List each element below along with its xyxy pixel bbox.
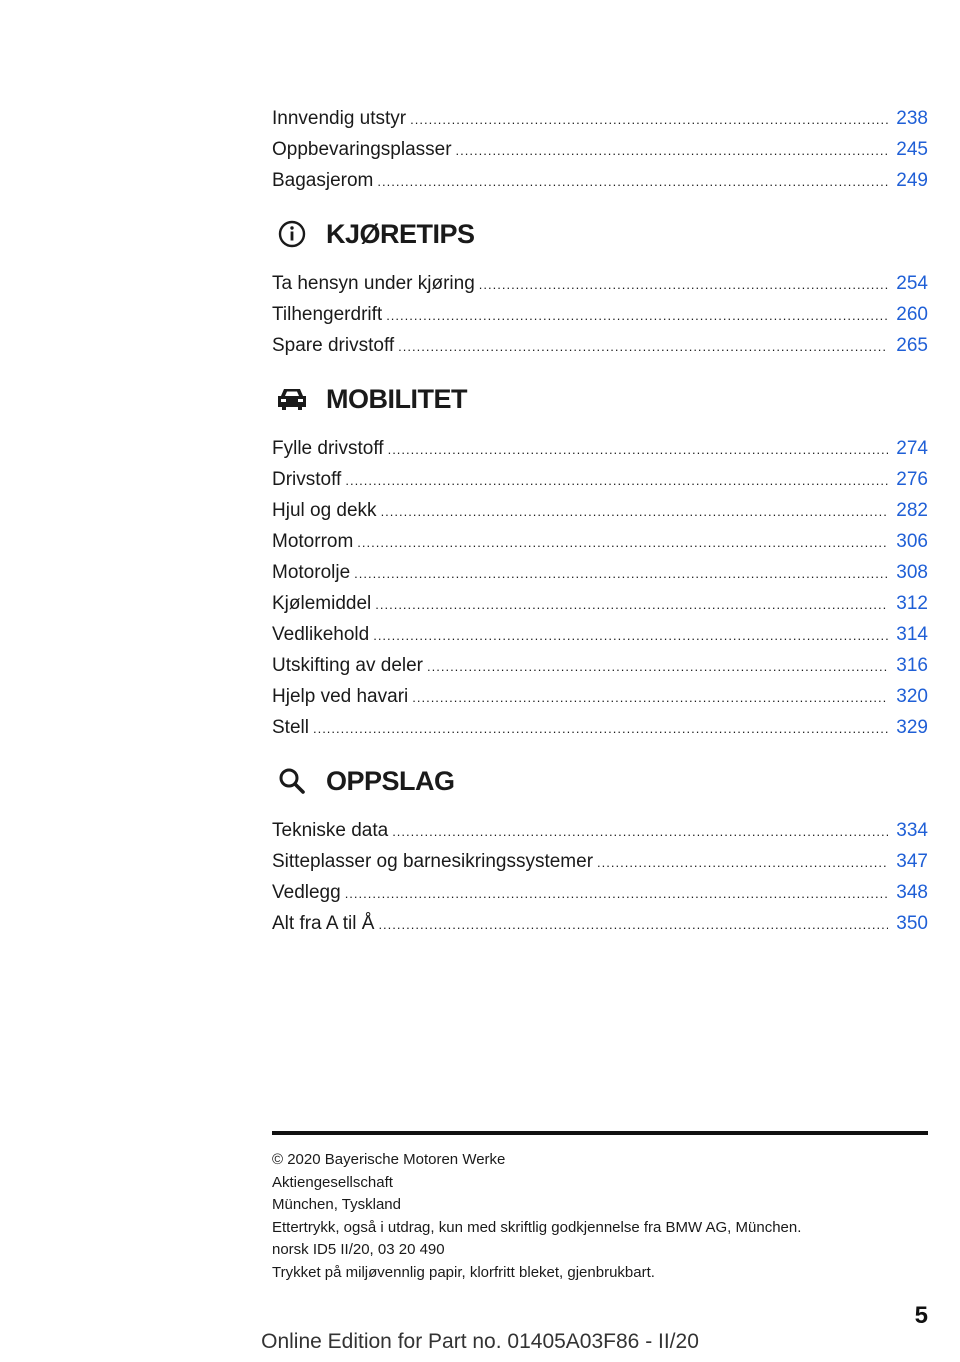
car-icon bbox=[272, 381, 312, 417]
toc-leader-dots bbox=[392, 816, 888, 847]
toc-page-link[interactable]: 347 bbox=[896, 851, 928, 872]
toc-entry[interactable] bbox=[272, 712, 928, 743]
toc-page-link[interactable]: 265 bbox=[896, 335, 928, 356]
toc-entry-label[interactable]: Utskifting av deler bbox=[272, 655, 424, 676]
toc-leader-dots bbox=[345, 465, 888, 496]
toc-entry-label[interactable]: Ta hensyn under kjøring bbox=[272, 273, 475, 294]
toc-page-link[interactable]: 238 bbox=[896, 108, 928, 129]
section-title: MOBILITET bbox=[326, 383, 467, 414]
toc-section bbox=[272, 761, 928, 939]
toc-entry-label[interactable]: Oppbevaringsplasser bbox=[272, 139, 452, 160]
toc-leader-dots bbox=[410, 104, 888, 135]
imprint-line: © 2020 Bayerische Motoren Werke bbox=[272, 1151, 506, 1168]
imprint bbox=[272, 1149, 928, 1285]
toc-leader-dots bbox=[479, 269, 889, 300]
toc-page-link[interactable]: 329 bbox=[896, 717, 928, 738]
toc-page-link[interactable]: 260 bbox=[896, 304, 928, 325]
toc-entry[interactable] bbox=[272, 619, 928, 650]
toc-leader-dots bbox=[456, 135, 889, 166]
toc-page-link[interactable]: 314 bbox=[896, 624, 928, 645]
toc-leader-dots bbox=[375, 589, 888, 620]
toc-entry-label[interactable]: Kjølemiddel bbox=[272, 593, 372, 614]
toc-entry-label[interactable]: Drivstoff bbox=[272, 469, 342, 490]
toc-entry[interactable] bbox=[272, 165, 928, 196]
toc-page-link[interactable]: 350 bbox=[896, 913, 928, 934]
toc-entry[interactable] bbox=[272, 103, 928, 134]
toc-entry-label[interactable]: Spare drivstoff bbox=[272, 335, 395, 356]
toc-entry-label[interactable]: Innvendig utstyr bbox=[272, 108, 407, 129]
section-title: KJØRETIPS bbox=[326, 218, 475, 249]
toc-entry[interactable] bbox=[272, 268, 928, 299]
toc-entry-label[interactable]: Sitteplasser og barnesikringssystemer bbox=[272, 851, 594, 872]
section-title: OPPSLAG bbox=[326, 765, 455, 796]
toc-entry[interactable] bbox=[272, 526, 928, 557]
toc-group-top bbox=[272, 103, 928, 196]
search-icon bbox=[272, 763, 312, 799]
toc-entry[interactable] bbox=[272, 650, 928, 681]
toc-entry-label[interactable]: Fylle drivstoff bbox=[272, 438, 384, 459]
table-of-contents bbox=[272, 103, 928, 939]
toc-entry[interactable] bbox=[272, 588, 928, 619]
toc-entry-label[interactable]: Stell bbox=[272, 717, 309, 738]
toc-entry-label[interactable]: Vedlikehold bbox=[272, 624, 370, 645]
toc-entry-label[interactable]: Hjul og dekk bbox=[272, 500, 377, 521]
footer-divider bbox=[272, 1131, 928, 1135]
section-heading bbox=[272, 761, 928, 801]
toc-page-link[interactable]: 308 bbox=[896, 562, 928, 583]
toc-leader-dots bbox=[373, 620, 888, 651]
toc-entry[interactable] bbox=[272, 464, 928, 495]
toc-leader-dots bbox=[412, 682, 888, 713]
toc-entry-label[interactable]: Alt fra A til Å bbox=[272, 913, 375, 934]
toc-leader-dots bbox=[313, 713, 888, 744]
toc-page-link[interactable]: 282 bbox=[896, 500, 928, 521]
page-number: 5 bbox=[914, 1302, 928, 1329]
imprint-line: München, Tyskland bbox=[272, 1196, 401, 1214]
imprint-line: Aktiengesellschaft bbox=[272, 1173, 393, 1191]
toc-entry[interactable] bbox=[272, 846, 928, 877]
imprint-line: norsk ID5 II/20, 03 20 490 bbox=[272, 1241, 445, 1259]
toc-entry[interactable] bbox=[272, 134, 928, 165]
info-icon bbox=[272, 216, 312, 252]
toc-leader-dots bbox=[386, 300, 888, 331]
section-heading bbox=[272, 214, 928, 254]
toc-leader-dots bbox=[377, 166, 888, 197]
toc-entry[interactable] bbox=[272, 330, 928, 361]
toc-entry-label[interactable]: Motorolje bbox=[272, 562, 351, 583]
toc-leader-dots bbox=[388, 434, 889, 465]
toc-entry-label[interactable]: Tekniske data bbox=[272, 820, 389, 841]
toc-page-link[interactable]: 348 bbox=[896, 882, 928, 903]
toc-page-link[interactable]: 249 bbox=[896, 170, 928, 191]
toc-page-link[interactable]: 276 bbox=[896, 469, 928, 490]
toc-entry-label[interactable]: Bagasjerom bbox=[272, 170, 374, 191]
toc-page-link[interactable]: 254 bbox=[896, 273, 928, 294]
toc-leader-dots bbox=[597, 847, 888, 878]
toc-leader-dots bbox=[378, 909, 888, 940]
toc-section bbox=[272, 214, 928, 361]
toc-page-link[interactable]: 334 bbox=[896, 820, 928, 841]
toc-entry[interactable] bbox=[272, 299, 928, 330]
toc-section bbox=[272, 379, 928, 743]
imprint-line: Ettertrykk, også i utdrag, kun med skriftlig godkjennelse fra BMW AG, München. bbox=[272, 1218, 802, 1236]
toc-entry-label[interactable]: Hjelp ved havari bbox=[272, 686, 409, 707]
toc-page-link[interactable]: 316 bbox=[896, 655, 928, 676]
toc-page-link[interactable]: 312 bbox=[896, 593, 928, 614]
toc-page-link[interactable]: 274 bbox=[896, 438, 928, 459]
toc-entry-label[interactable]: Tilhengerdrift bbox=[272, 304, 383, 325]
toc-leader-dots bbox=[345, 878, 889, 909]
toc-entry-label[interactable]: Vedlegg bbox=[272, 882, 341, 903]
toc-entry[interactable] bbox=[272, 433, 928, 464]
toc-leader-dots bbox=[357, 527, 888, 558]
toc-entry[interactable] bbox=[272, 495, 928, 526]
toc-entry[interactable] bbox=[272, 815, 928, 846]
toc-entry[interactable] bbox=[272, 877, 928, 908]
section-heading bbox=[272, 379, 928, 419]
toc-page-link[interactable]: 320 bbox=[896, 686, 928, 707]
toc-entry[interactable] bbox=[272, 557, 928, 588]
toc-leader-dots bbox=[354, 558, 888, 589]
imprint-line: Trykket på miljøvennlig papir, klorfritt bleket, gjenbrukbart. bbox=[272, 1263, 655, 1281]
edition-note: Online Edition for Part no. 01405A03F86 - II/20 bbox=[261, 1330, 699, 1353]
toc-page-link[interactable]: 245 bbox=[896, 139, 928, 160]
toc-entry-label[interactable]: Motorrom bbox=[272, 531, 354, 552]
toc-leader-dots bbox=[398, 331, 888, 362]
toc-entry[interactable] bbox=[272, 681, 928, 712]
toc-sections bbox=[272, 214, 928, 939]
toc-entry[interactable] bbox=[272, 908, 928, 939]
toc-page-link[interactable]: 306 bbox=[896, 531, 928, 552]
toc-leader-dots bbox=[427, 651, 888, 682]
toc-leader-dots bbox=[381, 496, 889, 527]
